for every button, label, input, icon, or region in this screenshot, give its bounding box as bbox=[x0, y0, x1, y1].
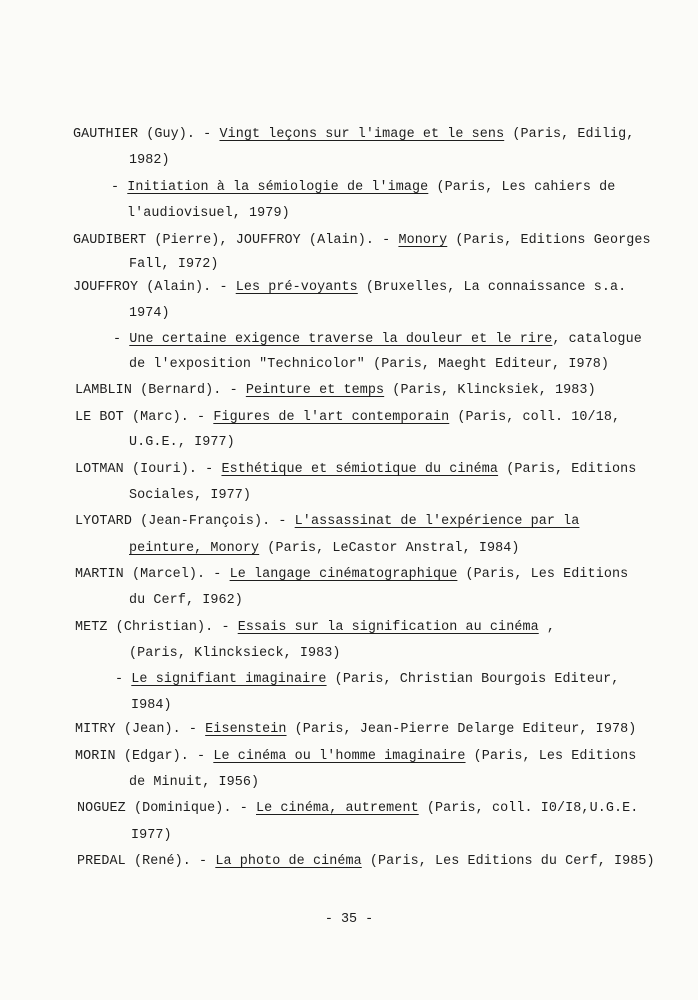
work-title: Essais sur la signification au cinéma bbox=[237, 620, 539, 635]
entry-lead: du Cerf, I962) bbox=[129, 593, 243, 608]
bibliography-line bbox=[115, 672, 619, 688]
entry-publication: (Paris, Editions Georges bbox=[447, 233, 651, 248]
work-title: Eisenstein bbox=[205, 722, 287, 737]
bibliography-line bbox=[75, 722, 636, 738]
bibliography-line bbox=[75, 383, 596, 399]
entry-lead: Sociales, I977) bbox=[129, 488, 252, 503]
bibliography-line bbox=[111, 180, 615, 196]
work-title: Vingt leçons sur l'image et le sens bbox=[219, 127, 505, 142]
bibliography-line bbox=[73, 127, 634, 143]
entry-publication: (Paris, Edilig, bbox=[504, 127, 635, 142]
work-title: La photo de cinéma bbox=[215, 854, 362, 869]
entry-lead: I984) bbox=[131, 698, 172, 713]
work-title: Figures de l'art contemporain bbox=[213, 410, 450, 425]
bibliography-line bbox=[129, 541, 520, 557]
bibliography-line bbox=[77, 801, 638, 817]
entry-lead: de l'exposition "Technicolor" (Paris, Maeght Editeur, I978) bbox=[129, 357, 610, 372]
bibliography-line bbox=[129, 435, 235, 451]
entry-publication: (Paris, Jean-Pierre Delarge Editeur, I978) bbox=[286, 722, 637, 737]
bibliography-line bbox=[129, 775, 259, 791]
entry-lead: NOGUEZ (Dominique). - bbox=[77, 801, 256, 816]
entry-publication: , bbox=[538, 620, 556, 635]
bibliography-line bbox=[129, 257, 219, 273]
entry-publication: (Paris, Les Editions bbox=[465, 749, 637, 764]
entry-lead: MARTIN (Marcel). - bbox=[75, 567, 230, 582]
page-number: - 35 - bbox=[324, 912, 374, 927]
entry-lead: LYOTARD (Jean-François). - bbox=[75, 514, 295, 529]
entry-publication: (Paris, Les cahiers de bbox=[428, 180, 616, 195]
entry-lead: l'audiovisuel, 1979) bbox=[127, 206, 290, 221]
work-title: Initiation à la sémiologie de l'image bbox=[127, 180, 429, 195]
bibliography-line bbox=[75, 620, 555, 636]
work-title: Monory bbox=[398, 233, 448, 248]
bibliography-line bbox=[73, 233, 651, 249]
entry-lead: 1982) bbox=[129, 153, 170, 168]
work-title: Les pré-voyants bbox=[235, 280, 358, 295]
bibliography-line bbox=[129, 306, 170, 322]
bibliography-line bbox=[73, 280, 626, 296]
bibliography-line bbox=[129, 593, 243, 609]
bibliography-line bbox=[75, 514, 579, 530]
entry-lead: PREDAL (René). - bbox=[77, 854, 216, 869]
entry-publication: , catalogue bbox=[552, 332, 642, 347]
entry-lead: U.G.E., I977) bbox=[129, 435, 235, 450]
bibliography-line bbox=[131, 828, 172, 844]
entry-lead: JOUFFROY (Alain). - bbox=[73, 280, 236, 295]
work-title: Le cinéma ou l'homme imaginaire bbox=[213, 749, 466, 764]
entry-publication: (Paris, Klincksiek, 1983) bbox=[384, 383, 596, 398]
bibliography-line bbox=[129, 357, 609, 373]
entry-lead: LAMBLIN (Bernard). - bbox=[75, 383, 246, 398]
bibliography-line bbox=[75, 462, 636, 478]
entry-lead: 1974) bbox=[129, 306, 170, 321]
entry-lead: (Paris, Klincksieck, I983) bbox=[129, 646, 341, 661]
entry-publication: (Paris, coll. I0/I8,U.G.E. bbox=[418, 801, 639, 816]
bibliography-line bbox=[127, 206, 290, 222]
bibliography-line bbox=[129, 488, 251, 504]
entry-lead: Fall, I972) bbox=[129, 257, 219, 272]
entry-lead: de Minuit, I956) bbox=[129, 775, 260, 790]
entry-lead: LOTMAN (Iouri). - bbox=[75, 462, 222, 477]
bibliography-line bbox=[113, 332, 642, 348]
work-title: L'assassinat de l'expérience par la bbox=[294, 514, 580, 529]
entry-lead: METZ (Christian). - bbox=[75, 620, 238, 635]
bibliography-line bbox=[75, 410, 620, 426]
entry-lead: LE BOT (Marc). - bbox=[75, 410, 214, 425]
entry-publication: (Bruxelles, La connaissance s.a. bbox=[357, 280, 627, 295]
entry-lead: MORIN (Edgar). - bbox=[75, 749, 214, 764]
work-title: Peinture et temps bbox=[245, 383, 385, 398]
bibliography-line bbox=[75, 749, 636, 765]
bibliography-line bbox=[75, 567, 628, 583]
entry-publication: (Paris, Les Editions du Cerf, I985) bbox=[361, 854, 655, 869]
entry-lead: - bbox=[115, 672, 132, 687]
work-title: Le cinéma, autrement bbox=[256, 801, 419, 816]
work-title: Une certaine exigence traverse la douleur et le rire bbox=[129, 332, 553, 347]
entry-publication: (Paris, Editions bbox=[498, 462, 637, 477]
work-title: Le signifiant imaginaire bbox=[131, 672, 327, 687]
entry-lead: GAUDIBERT (Pierre), JOUFFROY (Alain). - bbox=[73, 233, 399, 248]
bibliography-line bbox=[129, 153, 170, 169]
entry-lead: - bbox=[113, 332, 130, 347]
entry-publication: (Paris, Les Editions bbox=[457, 567, 629, 582]
work-title: peinture, Monory bbox=[129, 541, 260, 556]
work-title: Esthétique et sémiotique du cinéma bbox=[221, 462, 499, 477]
entry-lead: MITRY (Jean). - bbox=[75, 722, 206, 737]
bibliography-line bbox=[131, 698, 172, 714]
bibliography-line bbox=[129, 646, 341, 662]
entry-lead: - bbox=[111, 180, 128, 195]
entry-publication: (Paris, LeCastor Anstral, I984) bbox=[259, 541, 520, 556]
work-title: Le langage cinématographique bbox=[229, 567, 458, 582]
entry-publication: (Paris, coll. 10/18, bbox=[449, 410, 621, 425]
bibliography-line bbox=[77, 854, 655, 870]
entry-publication: (Paris, Christian Bourgois Editeur, bbox=[326, 672, 620, 687]
entry-lead: GAUTHIER (Guy). - bbox=[73, 127, 220, 142]
entry-lead: I977) bbox=[131, 828, 172, 843]
